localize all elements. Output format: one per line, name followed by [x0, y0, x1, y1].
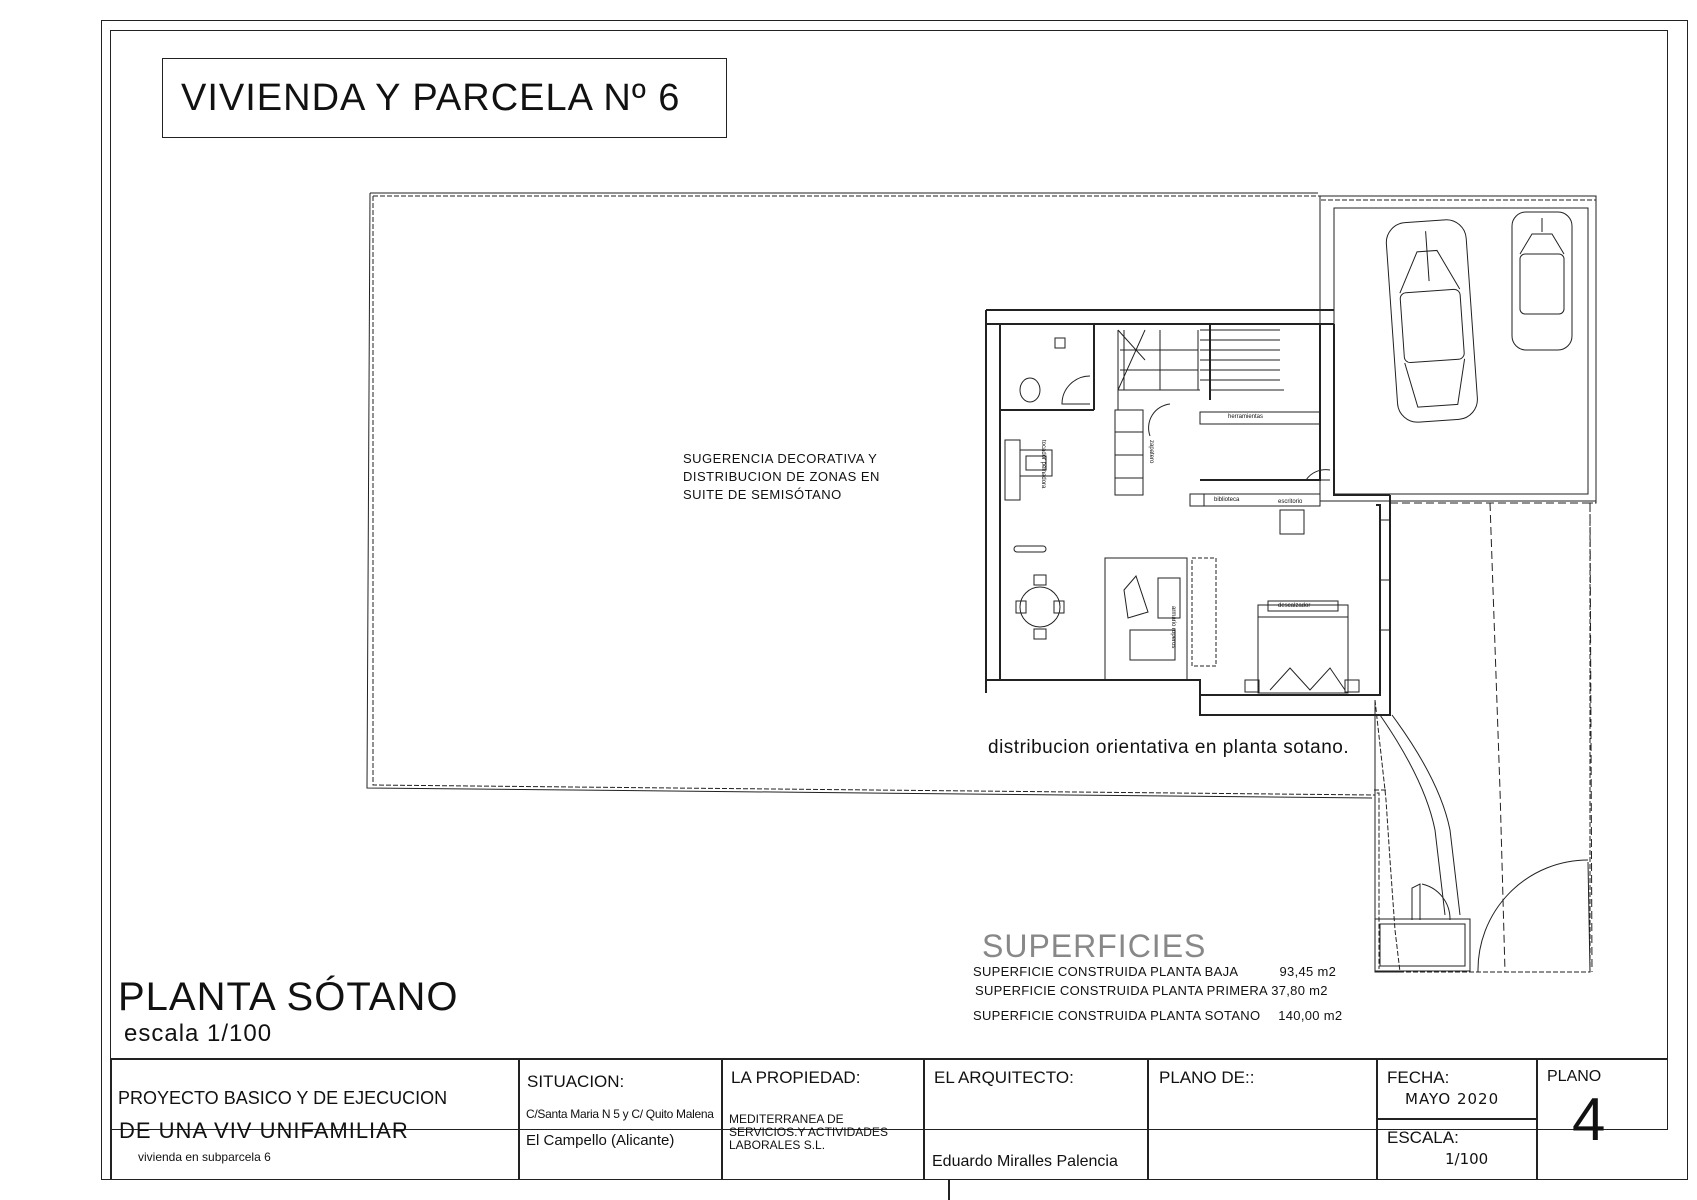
- title-block-top-line: [110, 1058, 1668, 1060]
- car-large: [1385, 218, 1479, 423]
- propiedad-line: MEDITERRANEA DE: [729, 1112, 844, 1126]
- label-armario-roperos: armario roperos: [1170, 606, 1176, 649]
- project-line3: vivienda en subparcela 6: [138, 1150, 271, 1164]
- situacion-city: El Campello (Alicante): [526, 1132, 675, 1149]
- plan-note-line: SUGERENCIA DECORATIVA Y: [683, 451, 878, 466]
- plano-number: 4: [1572, 1086, 1606, 1153]
- plot-boundary: [373, 196, 1596, 972]
- drawing-title: VIVIENDA Y PARCELA Nº 6: [181, 76, 681, 119]
- situacion-address: C/Santa Maria N 5 y C/ Quito Malena: [526, 1107, 714, 1121]
- title-block-divider: [1536, 1058, 1538, 1180]
- title-block-divider: [1376, 1118, 1536, 1120]
- plan-note-line: DISTRIBUCION DE ZONAS EN: [683, 469, 880, 484]
- label-biblioteca: biblioteca: [1214, 497, 1240, 503]
- house-walls: [986, 310, 1390, 715]
- propiedad-line: SERVICIOS.Y ACTIVIDADES: [729, 1125, 888, 1139]
- propiedad-label: LA PROPIEDAD:: [731, 1068, 861, 1087]
- superficie-label: SUPERFICIE CONSTRUIDA PLANTA PRIMERA: [975, 983, 1268, 998]
- plan-note: [683, 450, 923, 504]
- label-zapatero: zapatero: [1148, 440, 1154, 464]
- superficie-value: 37,80 m2: [1271, 983, 1328, 998]
- plano-label: PLANO: [1547, 1068, 1602, 1085]
- plan-note-line: SUITE DE SEMISÓTANO: [683, 487, 842, 502]
- title-block-tick: [948, 1180, 950, 1200]
- superficies-heading: SUPERFICIES: [982, 928, 1207, 964]
- car-small: [1512, 212, 1572, 350]
- label-herramientas: herramientas: [1228, 414, 1264, 420]
- bed: [1258, 605, 1348, 693]
- superficie-value: 93,45 m2: [1279, 964, 1337, 979]
- garage: [1320, 196, 1596, 501]
- entrance-porch: [1375, 919, 1470, 971]
- plano-de-label: PLANO DE::: [1159, 1068, 1255, 1087]
- escala-label: ESCALA:: [1387, 1128, 1459, 1147]
- sheet-name: PLANTA SÓTANO: [118, 975, 459, 1019]
- superficie-row: [975, 983, 1328, 998]
- situacion-label: SITUACION:: [527, 1072, 625, 1091]
- fecha-value: MAYO 2020: [1405, 1090, 1500, 1108]
- label-escritorio: escritorio: [1278, 499, 1303, 505]
- propiedad-line: LABORALES S.L.: [729, 1138, 826, 1152]
- title-block-divider: [1147, 1058, 1149, 1180]
- distribution-note: distribucion orientativa en planta sotano.: [988, 737, 1350, 758]
- title-block-divider: [518, 1058, 520, 1180]
- escala-value: 1/100: [1445, 1150, 1489, 1168]
- superficie-row: [973, 964, 1336, 979]
- superficie-label: SUPERFICIE CONSTRUIDA PLANTA BAJA: [973, 964, 1238, 979]
- title-block-divider: [923, 1058, 925, 1180]
- superficie-value: 140,00 m2: [1278, 1008, 1343, 1023]
- sheet-scale: escala 1/100: [124, 1020, 273, 1047]
- arquitecto-label: EL ARQUITECTO:: [934, 1068, 1074, 1087]
- fecha-label: FECHA:: [1387, 1068, 1450, 1087]
- label-tocador: tocador peinadora: [1040, 440, 1046, 489]
- superficie-label: SUPERFICIE CONSTRUIDA PLANTA SOTANO: [973, 1008, 1261, 1023]
- project-line1: PROYECTO BASICO Y DE EJECUCION: [118, 1088, 448, 1108]
- arquitecto-name: Eduardo Miralles Palencia: [932, 1153, 1118, 1170]
- superficie-row: [973, 1008, 1342, 1023]
- title-block-divider: [721, 1058, 723, 1180]
- title-block-divider: [110, 1058, 112, 1180]
- propiedad-name: [729, 1113, 888, 1152]
- project-line2: DE UNA VIV UNIFAMILIAR: [119, 1118, 409, 1143]
- label-descalzador: descalzador: [1278, 603, 1311, 609]
